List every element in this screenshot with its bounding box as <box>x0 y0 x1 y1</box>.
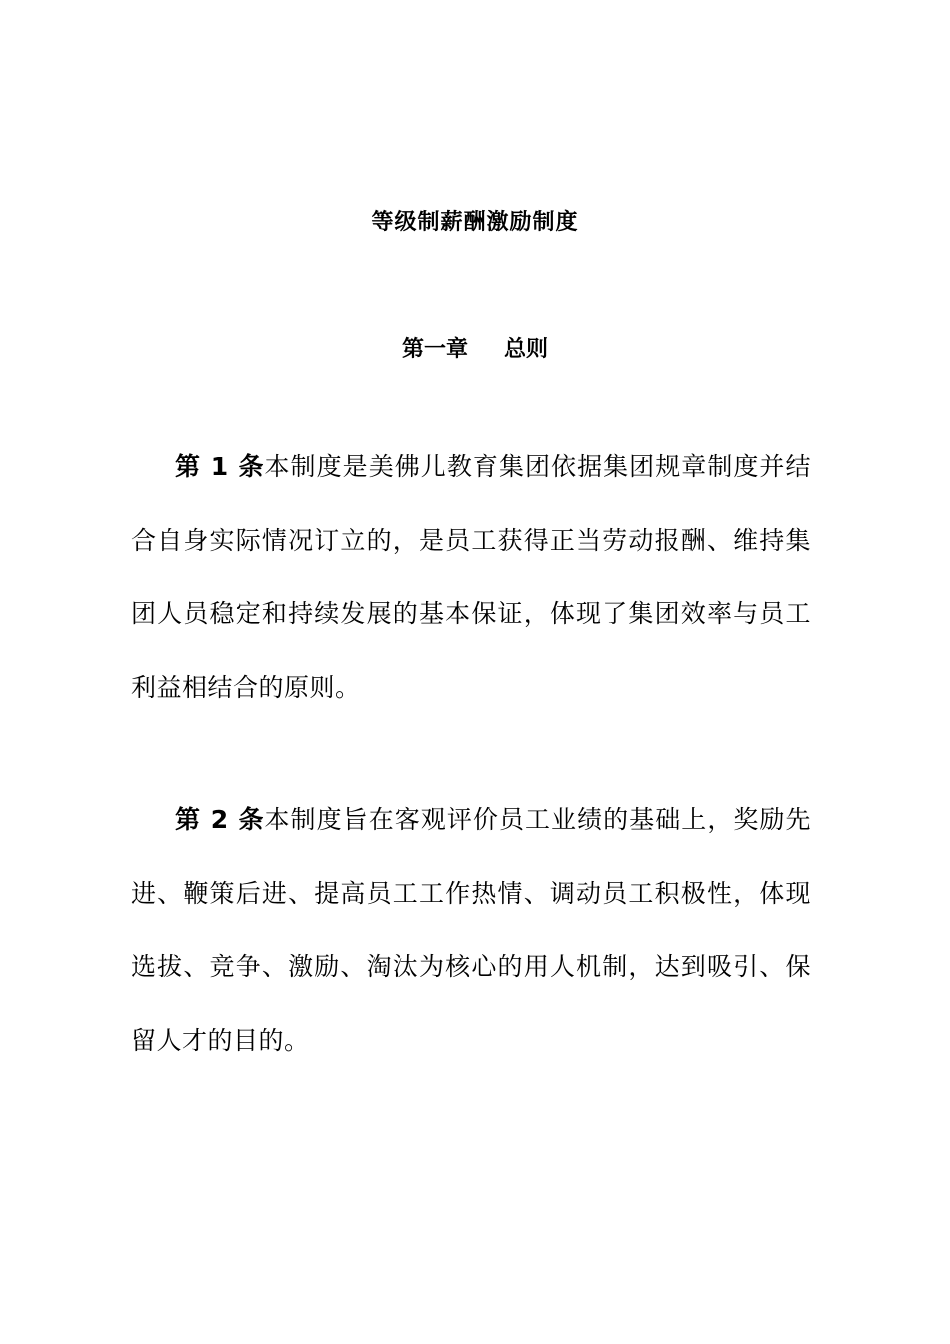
article-1 <box>131 430 811 724</box>
chapter-heading <box>0 330 950 370</box>
article-2-label: 第 2 条 <box>175 805 265 834</box>
article-1-text: 本制度是美佛儿教育集团依据集团规章制度并结合自身实际情况订立的，是员工获得正当劳动报酬、维持集团人员稳定和持续发展的基本保证，体现了集团效率与员工利益相结合的原则。 <box>131 452 811 702</box>
chapter-number: 第一章 <box>401 337 468 362</box>
article-1-label: 第 1 条 <box>175 452 265 481</box>
article-2 <box>131 783 811 1077</box>
document-title: 等级制薪酬激励制度 <box>371 210 579 235</box>
chapter-name: 总则 <box>504 337 549 362</box>
article-2-text: 本制度旨在客观评价员工业绩的基础上，奖励先进、鞭策后进、提高员工工作热情、调动员工积极性，体现选拔、竞争、激励、淘汰为核心的用人机制，达到吸引、保留人才的目的。 <box>131 805 811 1055</box>
